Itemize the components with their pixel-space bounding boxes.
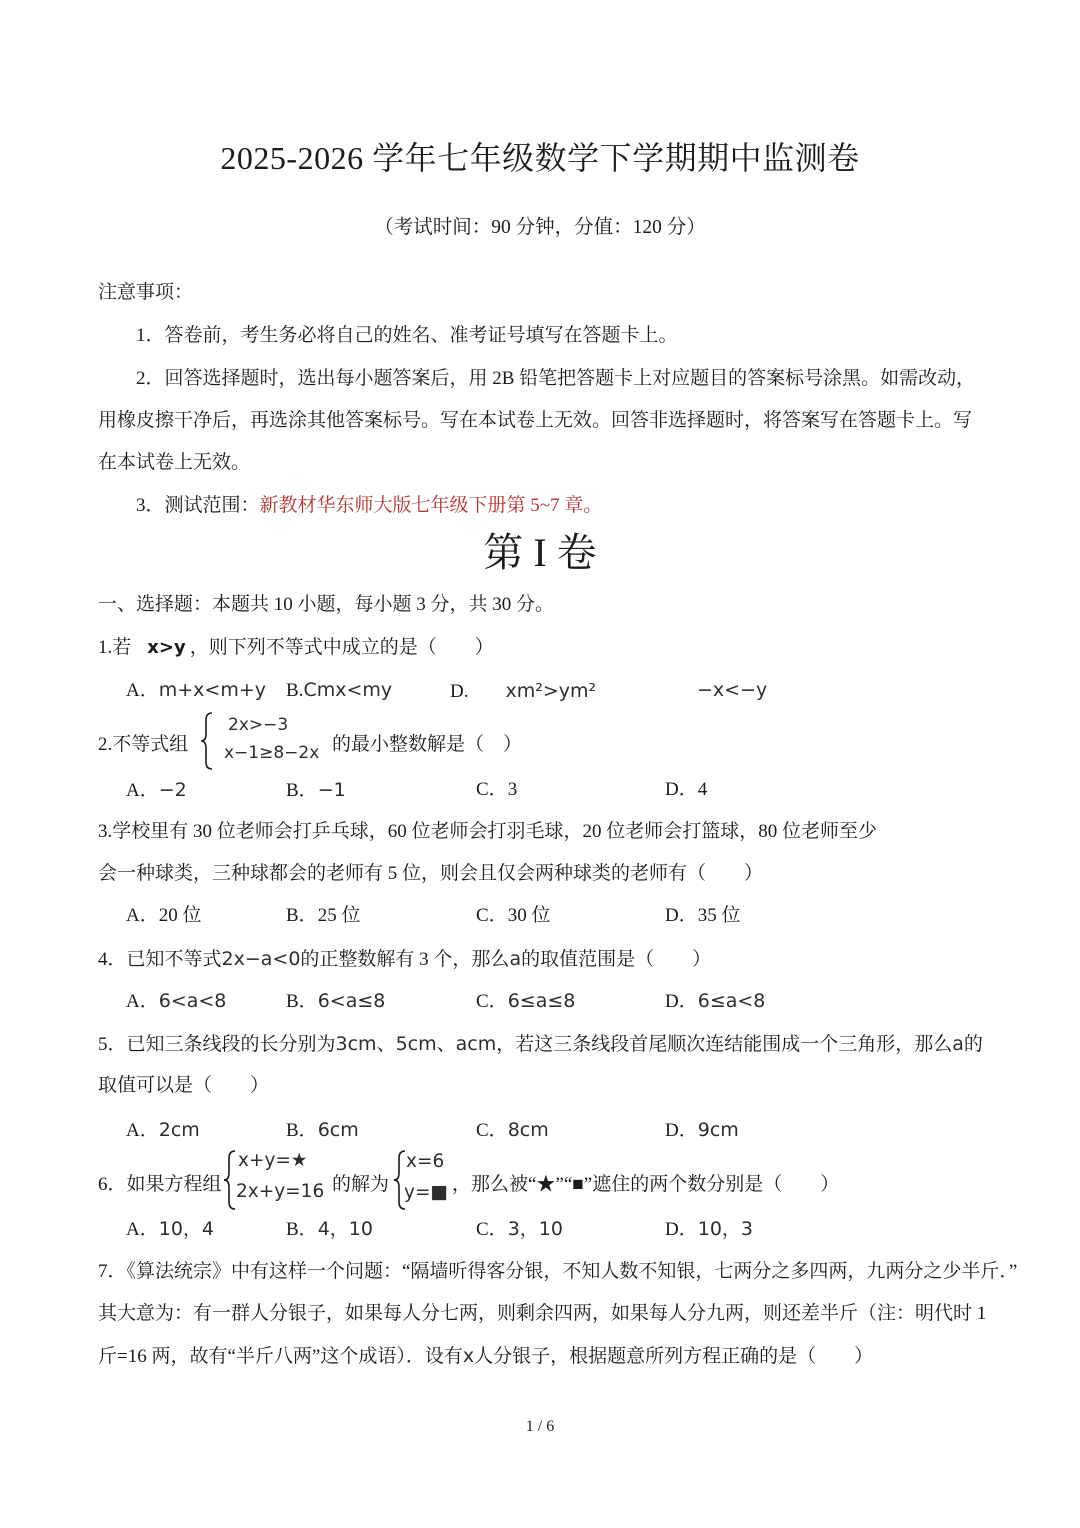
question-5-option-d bbox=[665, 1118, 739, 1142]
question-4-option-b bbox=[286, 989, 385, 1013]
option-value: 30 位 bbox=[507, 905, 551, 926]
question-1-option-b bbox=[286, 678, 392, 702]
question-4-option-d bbox=[665, 989, 765, 1013]
option-value: xm²>ym² bbox=[505, 680, 597, 702]
option-label: C． bbox=[476, 991, 508, 1012]
option-label: C． bbox=[476, 1219, 508, 1240]
section-heading: 一、选择题：本题共 10 小题，每小题 3 分，共 30 分。 bbox=[98, 594, 555, 615]
notes-item-1: 1．答卷前，考生务必将自己的姓名、准考证号填写在答题卡上。 bbox=[136, 325, 678, 346]
question-4-text-end: 的取值范围是（ ） bbox=[521, 949, 712, 970]
option-label: B． bbox=[286, 1120, 318, 1141]
question-3-option-c bbox=[476, 904, 550, 928]
question-6-option-b bbox=[286, 1217, 373, 1241]
separator: 、 bbox=[436, 1034, 456, 1055]
question-4-number: 4．已知不等式 bbox=[98, 949, 222, 970]
question-6-system-line bbox=[236, 1180, 324, 1204]
equation: x−1≥8−2x bbox=[224, 743, 320, 763]
equation: 2x+y=16 bbox=[236, 1181, 325, 1202]
option-label: A． bbox=[126, 991, 159, 1012]
option-value: 6cm bbox=[317, 1119, 359, 1141]
option-label: A． bbox=[126, 780, 159, 801]
option-label: D. bbox=[450, 681, 469, 702]
question-3-line: 3.学校里有 30 位老师会打乒乓球，60 位老师会打羽毛球，20 位老师会打篮球，80 位老师至少 bbox=[98, 821, 878, 842]
question-6-option-c bbox=[476, 1217, 563, 1241]
question-5-variable: a bbox=[952, 1033, 964, 1055]
equation: 2x>−3 bbox=[228, 715, 289, 735]
question-3-option-a bbox=[126, 904, 202, 928]
question-4-option-a bbox=[126, 989, 226, 1013]
option-label: D． bbox=[665, 779, 698, 800]
question-3-option-d bbox=[665, 904, 741, 928]
system-brace bbox=[199, 712, 215, 770]
question-3-line: 会一种球类，三种球都会的老师有 5 位，则会且仅会两种球类的老师有（ ） bbox=[98, 863, 764, 884]
option-value: −1 bbox=[317, 779, 346, 801]
option-value: m+x<m+y bbox=[158, 679, 266, 701]
question-7-text: 斤=16 两，故有“半斤八两”这个成语）．设有 bbox=[98, 1346, 463, 1367]
question-6-number: 6．如果方程组 bbox=[98, 1174, 222, 1195]
question-2-text: 的最小整数解是（ ） bbox=[332, 734, 523, 755]
option-label: A． bbox=[126, 680, 159, 701]
option-label: D． bbox=[665, 1219, 698, 1240]
option-value: 6<a<8 bbox=[158, 990, 227, 1012]
question-1-stem bbox=[98, 636, 494, 660]
equation: y=■ bbox=[404, 1182, 448, 1203]
option-value: 10，4 bbox=[158, 1218, 214, 1240]
option-value: 6≤a≤8 bbox=[507, 990, 576, 1012]
question-4-text: 的正整数解有 3 个，那么 bbox=[300, 949, 510, 970]
option-value: 20 位 bbox=[158, 905, 202, 926]
notes-item-3 bbox=[136, 494, 602, 518]
question-5-text: ，若这三条线段首尾顺次连结能围成一个三角形，那么 bbox=[496, 1034, 953, 1055]
question-6-text-end: ，那么被“★”“■”遮住的两个数分别是（ ） bbox=[452, 1174, 840, 1195]
question-5-option-a bbox=[126, 1118, 200, 1142]
option-value: 3，10 bbox=[507, 1218, 563, 1240]
notes-heading: 注意事项： bbox=[98, 282, 194, 303]
notes-item-2-line: 用橡皮擦干净后，再选涂其他答案标号。写在本试卷上无效。回答非选择题时，将答案写在答题卡上。写 bbox=[98, 410, 973, 431]
equation: x=6 bbox=[406, 1151, 445, 1172]
question-5-option-c bbox=[476, 1118, 549, 1142]
option-label: A． bbox=[126, 1219, 159, 1240]
option-label: B． bbox=[286, 780, 318, 801]
question-5-number: 5．已知三条线段的长分别为 bbox=[98, 1034, 336, 1055]
question-6-solution-line bbox=[406, 1150, 444, 1174]
option-label: C． bbox=[476, 779, 508, 800]
question-6-text: 的解为 bbox=[332, 1174, 390, 1195]
question-5-line: 取值可以是（ ） bbox=[98, 1075, 270, 1096]
question-6-system-line bbox=[238, 1149, 307, 1173]
option-value: 4 bbox=[697, 779, 708, 800]
notes-item-3-label: 3．测试范围： bbox=[136, 495, 260, 516]
question-4-stem bbox=[98, 947, 711, 971]
question-4-variable: a bbox=[509, 948, 522, 970]
question-1-option-extra bbox=[697, 678, 767, 702]
question-2-system-line bbox=[228, 713, 288, 737]
option-label: D． bbox=[665, 1120, 698, 1141]
option-label: A． bbox=[126, 1120, 159, 1141]
option-value: −2 bbox=[158, 779, 187, 801]
question-7-line bbox=[98, 1344, 873, 1368]
question-1-number: 1.若 bbox=[98, 637, 132, 658]
question-2-option-a bbox=[126, 778, 187, 802]
question-5-option-b bbox=[286, 1118, 359, 1142]
question-7-variable: x bbox=[462, 1345, 475, 1367]
question-2-number: 2.不等式组 bbox=[98, 734, 189, 755]
option-value: 6<a≤8 bbox=[317, 990, 386, 1012]
option-label: D． bbox=[665, 991, 698, 1012]
option-value: Cmx<my bbox=[303, 679, 393, 701]
option-label: B． bbox=[286, 905, 318, 926]
question-1-option-d bbox=[450, 679, 596, 703]
option-value: −x<−y bbox=[697, 679, 768, 701]
option-label: D． bbox=[665, 905, 698, 926]
question-2-option-b bbox=[286, 778, 346, 802]
question-6-solution-line bbox=[404, 1181, 448, 1205]
segment-length: 3cm bbox=[335, 1033, 377, 1055]
option-label: C． bbox=[476, 1120, 508, 1141]
question-7-line: 7．《算法统宗》中有这样一个问题：“隔墙听得客分银，不知人数不知银，七两分之多四两，九两分之少半斤．” bbox=[98, 1261, 1018, 1282]
question-5-stem bbox=[98, 1032, 983, 1056]
option-value: 2cm bbox=[158, 1119, 200, 1141]
exam-subtitle: （考试时间：90 分钟，分值：120 分） bbox=[374, 217, 706, 238]
question-4-option-c bbox=[476, 989, 575, 1013]
question-4-inequality: 2x−a<0 bbox=[221, 948, 301, 970]
option-label: A． bbox=[126, 905, 159, 926]
notes-item-2-line: 2．回答选择题时，选出每小题答案后，用 2B 铅笔把答题卡上对应题目的答案标号涂黑。如需改动， bbox=[136, 368, 976, 389]
separator: 、 bbox=[376, 1034, 396, 1055]
page-number: 1 / 6 bbox=[525, 1418, 555, 1435]
question-2-system-line bbox=[224, 741, 319, 765]
option-label: B． bbox=[286, 1219, 318, 1240]
option-label: B. bbox=[286, 680, 304, 701]
option-value: 10，3 bbox=[697, 1218, 753, 1240]
option-value: 4，10 bbox=[317, 1218, 373, 1240]
question-7-line: 其大意为：有一群人分银子，如果每人分七两，则剩余四两，如果每人分九两，则还差半斤（注：明代时 1 bbox=[98, 1303, 987, 1324]
option-value: 35 位 bbox=[697, 905, 741, 926]
option-value: 6≤a<8 bbox=[697, 990, 766, 1012]
volume-title: 第 I 卷 bbox=[483, 530, 597, 575]
question-1-text: ，则下列不等式中成立的是（ ） bbox=[189, 637, 494, 658]
notes-item-2-line: 在本试卷上无效。 bbox=[98, 452, 251, 473]
question-6-option-d bbox=[665, 1217, 753, 1241]
option-value: 3 bbox=[507, 779, 518, 800]
question-2-option-c bbox=[476, 778, 517, 802]
question-5-text-end: 的 bbox=[963, 1034, 983, 1055]
option-value: 25 位 bbox=[317, 905, 361, 926]
option-label: C． bbox=[476, 905, 508, 926]
question-3-option-b bbox=[286, 904, 360, 928]
option-value: 8cm bbox=[507, 1119, 549, 1141]
option-value: 9cm bbox=[697, 1119, 739, 1141]
question-6-option-a bbox=[126, 1217, 214, 1241]
test-scope: 新教材华东师大版七年级下册第 5~7 章。 bbox=[259, 495, 603, 516]
segment-length: 5cm bbox=[395, 1033, 437, 1055]
option-label: B． bbox=[286, 991, 318, 1012]
exam-title: 2025-2026 学年七年级数学下学期期中监测卷 bbox=[220, 140, 860, 176]
question-7-text-end: 人分银子，根据题意所列方程正确的是（ ） bbox=[474, 1346, 874, 1367]
segment-length: acm bbox=[455, 1033, 497, 1055]
question-2-option-d bbox=[665, 778, 707, 802]
equation: x+y=★ bbox=[238, 1150, 308, 1171]
question-1-option-a bbox=[126, 678, 266, 702]
question-1-condition: x>y bbox=[147, 637, 186, 658]
